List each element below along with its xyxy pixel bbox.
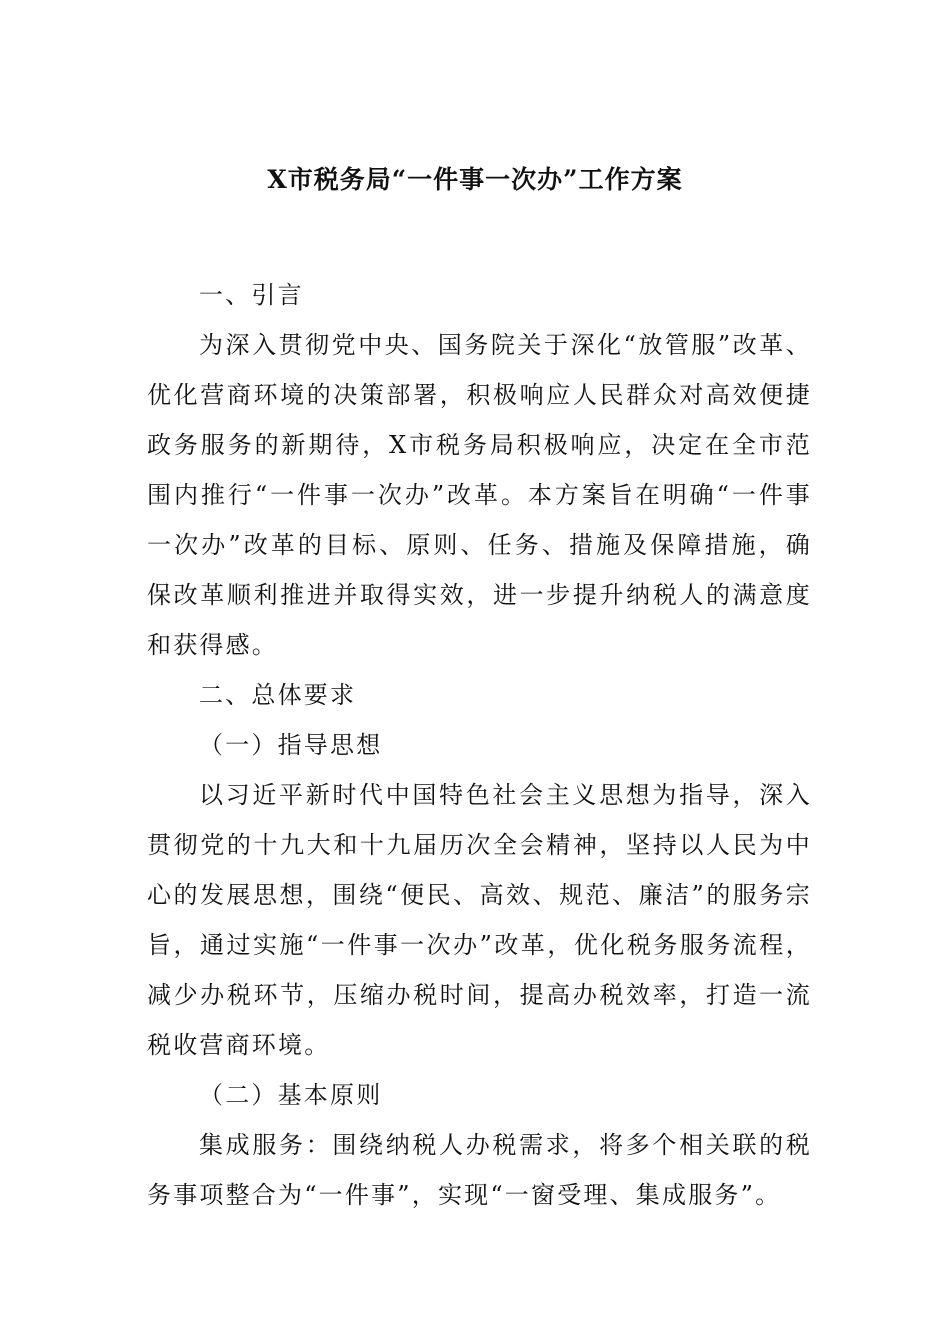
document-title: X市税务局“一件事一次办”工作方案 — [267, 165, 683, 194]
subsection-heading-basic-principles: （二）基本原则 — [199, 1081, 383, 1109]
guiding-ideology-paragraph: 以习近平新时代中国特色社会主义思想为指导，深入贯彻党的十九大和十九届历次全会精神，坚持以人民为中心的发展思想，围绕“便民、高效、规范、廉洁”的服务宗旨，通过实施“一件事一次办”改革，优化税务服务流程，减少办税环节，压缩办税时间，提高办税效率，打造一流税收营商环境。 — [147, 781, 812, 1059]
basic-principles-paragraph: 集成服务：围绕纳税人办税需求，将多个相关联的税务事项整合为“一件事”，实现“一窗受理、集成服务”。 — [147, 1131, 812, 1209]
subsection-heading-guiding-ideology: （一）指导思想 — [199, 731, 383, 759]
section-heading-introduction: 一、引言 — [199, 281, 304, 309]
section-heading-general-requirements: 二、总体要求 — [199, 681, 357, 709]
introduction-paragraph: 为深入贯彻党中央、国务院关于深化“放管服”改革、优化营商环境的决策部署，积极响应人民群众对高效便捷政务服务的新期待，X市税务局积极响应，决定在全市范围内推行“一件事一次办”改革。本方案旨在明确“一件事一次办”改革的目标、原则、任务、措施及保障措施，确保改革顺利推进并取得实效，进一步提升纳税人的满意度和获得感。 — [147, 331, 812, 659]
document-body — [147, 270, 812, 1220]
